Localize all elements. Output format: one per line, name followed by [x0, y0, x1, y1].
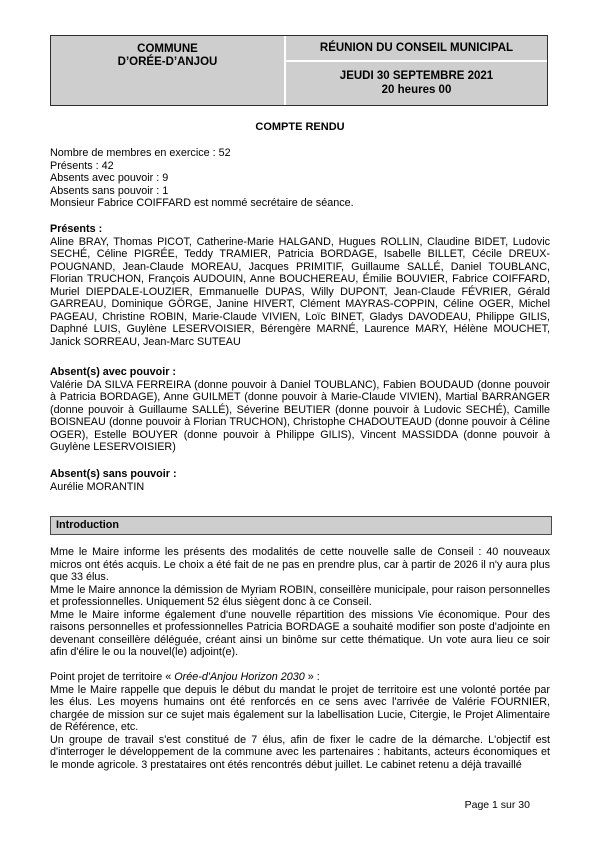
absents-avec-pouvoir-names: Valérie DA SILVA FERREIRA (donne pouvoir à Daniel TOUBLANC), Fabien BOUDAUD (donne pouvoir à Patricia BORDAGE), Anne GUILMET (donne pouvoir à Marie-Claude VIVIEN), Martial BARRANGER (donne pouvoir à Guillaume SALLÉ), Séverine BEUTIER (donne pouvoir à Ludovic SECHÉ), Camille BOISNEAU (donne pouvoir à Florian TRUCHON), Christophe CHADOUTEAUD (donne pouvoir à Céline OGER), Estelle BOUYER (donne pouvoir à Philippe GILIS), Vincent MASSIDDA (donne pouvoir à Guylène LESERVOISIER)	[50, 378, 550, 453]
introduction-section-header	[50, 516, 552, 535]
introduction-paragraph-1: Mme le Maire informe les présents des modalités de cette nouvelle salle de Conseil : 40 nouveaux micros ont étés acquis. Le choix a été fait de ne pas en prendre plus, car à partir de 2026 il n'y aura plus que 33 élus.	[50, 546, 550, 583]
introduction-paragraph-2: Mme le Maire annonce la démission de Myriam ROBIN, conseillère municipale, pour raison personnelles et professionnelles. Uniquement 52 élus siègent donc à ce Conseil.	[50, 583, 550, 608]
presents-label: Présents :	[50, 223, 103, 235]
territory-heading-title: Orée-d'Anjou Horizon 2030	[174, 671, 305, 683]
meeting-title-cell	[286, 36, 547, 62]
territory-heading-prefix: Point projet de territoire «	[50, 671, 175, 683]
meeting-date: JEUDI 30 SEPTEMBRE 2021	[339, 70, 494, 82]
meeting-datetime-cell	[286, 62, 547, 105]
attendance-line: Présents : 42	[50, 159, 114, 172]
attendance-summary	[50, 147, 550, 210]
meeting-cell	[286, 36, 547, 105]
header-table	[50, 35, 548, 106]
absents-sans-pouvoir-section	[50, 468, 550, 493]
introduction-section-title: Introduction	[56, 518, 119, 531]
presents-names: Aline BRAY, Thomas PICOT, Catherine-Marie HALGAND, Hugues ROLLIN, Claudine BIDET, Ludovic SECHÉ, Céline PIGRÉE, Teddy TRAMIER, Patricia BORDAGE, Isabelle BILLET, Cécile DREUX-POUGNAND, Jean-Claude MOREAU, Jacques PRIMITIF, Guillaume SALLÉ, Daniel TOUBLANC, Florian TRUCHON, François AUDOUIN, Anne BOUCHEREAU, Émilie BOUVIER, Fabrice COIFFARD, Muriel DIEPDALE-LOUZIER, Emmanuelle DUPAS, Willy DUPONT, Jean-Claude FÉVRIER, Gérald GARREAU, Dominique GÖRGE, Janine HIVERT, Clément MAYRAS-COPPIN, Céline OGER, Michel PAGEAU, Christine ROBIN, Marie-Claude VIVIEN, Loïc BINET, Gladys DAVODEAU, Philippe GILIS, Daphné LUIS, Guylène LESERVOISIER, Bérengère MARNÉ, Laurence MARY, Hélène MOUCHET, Janick SORREAU, Jean-Marc SUTEAU	[50, 235, 550, 348]
meeting-title: RÉUNION DU CONSEIL MUNICIPAL	[319, 42, 514, 54]
meeting-time: 20 heures 00	[381, 83, 452, 96]
absents-avec-pouvoir-section	[50, 366, 550, 454]
territory-paragraph-1: Mme le Maire rappelle que depuis le début du mandat le projet de territoire est une volonté portée par les élus. Les moyens humains ont été renforcés en ce sens avec l'arrivée de Valérie FOURNIER, chargée de mission sur ce sujet mais également sur la labellisation Lucie, Citergie, le Projet Alimentaire de Référence, etc.	[50, 683, 550, 733]
page-footer	[50, 799, 530, 811]
attendance-line: Absents avec pouvoir : 9	[50, 172, 169, 184]
introduction-paragraph-3: Mme le Maire informe également d'une nouvelle répartition des missions Vie économique. Pour des raisons personnelles et professionnelles Patricia BORDAGE a souhaité modifier son poste d'adjointe en devenant conseillère déléguée, créant ainsi un binôme sur cette thématique. Un vote aura lieu ce soir afin d'élire le ou la nouvel(le) adjoint(e).	[50, 608, 550, 658]
attendance-line: Absents sans pouvoir : 1	[50, 184, 169, 197]
territory-heading-suffix: » :	[304, 671, 320, 683]
territory-paragraph-2: Un groupe de travail s'est constitué de 7 élus, afin de fixer le cadre de la démarche. L'objectif est d'interroger le développement de la commune avec les partenaires : habitants, acteurs économiques et le monde agricole. 3 prestataires ont étés rencontrés début juillet. Le cabinet retenu a déjà travaillé	[50, 733, 550, 771]
attendance-line: Nombre de membres en exercice : 52	[50, 147, 231, 159]
presents-section	[50, 223, 550, 348]
commune-line2: D’ORÉE-D’ANJOU	[117, 56, 218, 68]
absents-avec-pouvoir-label: Absent(s) avec pouvoir :	[50, 366, 176, 378]
territory-project-block	[50, 671, 550, 771]
page-number: Page 1 sur 30	[464, 799, 530, 811]
document-title: COMPTE RENDU	[255, 121, 345, 133]
absents-sans-pouvoir-names: Aurélie MORANTIN	[50, 480, 145, 493]
attendance-line: Monsieur Fabrice COIFFARD est nommé secrétaire de séance.	[50, 197, 354, 209]
territory-project-heading	[50, 671, 550, 684]
introduction-body	[50, 546, 550, 659]
commune-cell	[51, 36, 286, 105]
commune-line1: COMMUNE	[137, 43, 198, 55]
absents-sans-pouvoir-label: Absent(s) sans pouvoir :	[50, 468, 177, 480]
